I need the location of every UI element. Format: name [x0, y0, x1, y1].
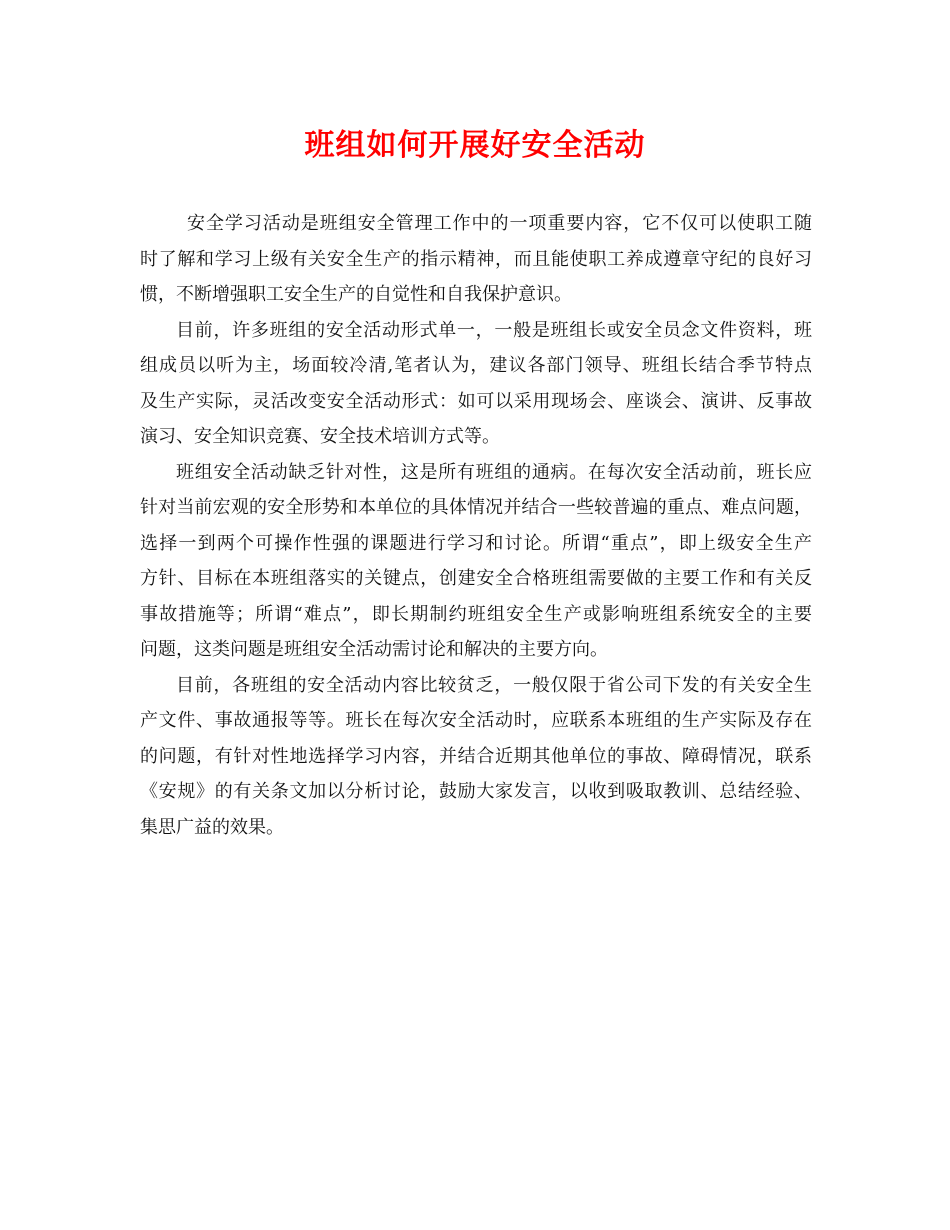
text-line: 问题，这类问题是班组安全活动需讨论和解决的主要方向。	[140, 639, 608, 660]
paragraph	[140, 668, 812, 846]
text-line: 事故措施等；所谓“难点”，即长期制约班组安全生产或影响班组系统安全的主要	[140, 603, 812, 625]
text-line: 选择一到两个可操作性强的课题进行学习和讨论。所谓“重点”，即上级安全生产	[140, 532, 812, 554]
text-line: 《安规》的有关条文加以分析讨论，鼓励大家发言，以收到吸取教训、总结经验、	[140, 781, 812, 802]
paragraph	[140, 455, 812, 668]
text-line: 的问题，有针对性地选择学习内容，并结合近期其他单位的事故、障碍情况，联系	[140, 745, 812, 767]
text-line: 组成员以听为主，场面较冷清,笔者认为，建议各部门领导、班组长结合季节特点	[140, 355, 812, 376]
text-line: 针对当前宏观的安全形势和本单位的具体情况并结合一些较普遍的重点、难点问题，	[140, 497, 812, 518]
text-line: 及生产实际，灵活改变安全活动形式：如可以采用现场会、座谈会、演讲、反事故	[140, 390, 812, 412]
document-title: 班组如何开展好安全活动	[304, 128, 646, 163]
text-line: 演习、安全知识竞赛、安全技术培训方式等。	[140, 426, 500, 447]
text-line: 班组安全活动缺乏针对性，这是所有班组的通病。在每次安全活动前，班长应	[176, 461, 812, 483]
text-line: 目前，各班组的安全活动内容比较贫乏，一般仅限于省公司下发的有关安全生	[176, 674, 812, 696]
document-body	[140, 206, 812, 845]
text-line: 目前，许多班组的安全活动形式单一，一般是班组长或安全员念文件资料，班	[176, 319, 812, 341]
text-line: 惯，不断增强职工安全生产的自觉性和自我保护意识。	[140, 284, 572, 305]
text-line: 安全学习活动是班组安全管理工作中的一项重要内容，它不仅可以使职工随	[187, 213, 812, 234]
paragraph	[140, 206, 812, 313]
text-line: 时了解和学习上级有关安全生产的指示精神，而且能使职工养成遵章守纪的良好习	[140, 248, 812, 270]
text-line: 方针、目标在本班组落实的关键点，创建安全合格班组需要做的主要工作和有关反	[140, 568, 812, 589]
text-line: 产文件、事故通报等等。班长在每次安全活动时，应联系本班组的生产实际及存在	[140, 710, 812, 731]
text-line: 集思广益的效果。	[140, 816, 284, 838]
paragraph	[140, 313, 812, 455]
